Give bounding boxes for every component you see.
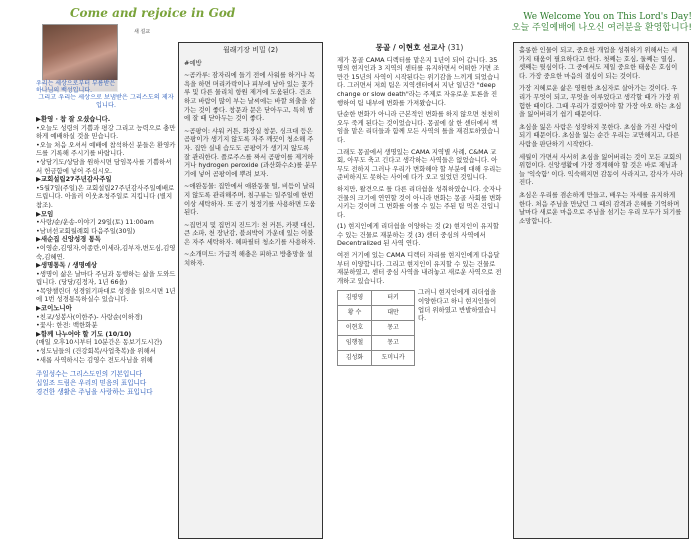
announcement-heading: ▶함께 나누어야 할 기도 (10/10) xyxy=(36,329,132,338)
photo-caption: 우리는 세상으로부터 부름받은 하나님의 백성입니다. xyxy=(36,80,120,94)
table-row xyxy=(338,306,415,321)
table-cell: 이현호 xyxy=(338,321,372,336)
article-paragraph: ~소개미드: 가급적 해충은 피하고 방충망을 설치하자. xyxy=(184,250,313,268)
article-paragraph: ~곰팡이: 샤워 커튼, 화장실 창문, 싱크대 등은 곰팡이가 생기지 않도록 자주 깨끗이 청소해 주자. 집안 실내 습도도 곰팡이가 생기지 않도록 잘 관리한다. 플로주스를 짜서 곰팡이를 제거하거나 hydrogen peroxide (과산화수소)를 분무기에 넣어 곰팡이에 뿌려 보자. xyxy=(184,126,317,178)
table-cell: 김성화 xyxy=(338,351,372,366)
welcome-english: We Welcome You on This Lord's Day! xyxy=(523,12,692,22)
devotional-box xyxy=(513,42,689,539)
letter-paragraph: (1) 현지인에게 리더쉽을 이양하는 것 (2) 현지인이 유지할 수 있는 건물로 재분하는 것 (3) 센터 중심의 사역에서 Decentralized 된 사역 연다. xyxy=(337,222,499,248)
letter-paragraph: 여전 거기에 있는 CAMA 디렉터 자리를 현지인에게 다음달부터 이양합니다. 그리고 현지인이 유지할 수 있는 건물로 재분하였고, 센터 중심 사역을 내려놓고 새로운 사역으로 전개하고 있습니다. xyxy=(337,251,502,285)
article-paragraph: ~곰카루: 잠자리에 들기 전에 사워를 하거나 목욕을 하면 머리카락이나 피부에 남아 있는 꽃가루 및 다른 물리치 항원 제거에 도움된다. 건조하고 바람이 많이 부는 날씨에는 바깥 외출을 삼가는 것이 좋다. 창문과 문은 닫아두고, 특히 밤에 잘 때 닫아두는 것이 좋다. xyxy=(184,71,316,123)
letter-title xyxy=(337,44,502,53)
pastor-photo-box xyxy=(36,22,171,92)
table-row xyxy=(338,321,415,336)
welcome-korean: 오늘 주일예배에 나오신 여러분을 환영합니다! xyxy=(511,23,692,33)
allergy-article-box xyxy=(178,42,323,539)
table-cell: 황 수 xyxy=(338,306,372,321)
devotional-paragraph: 초심을 잃은 사람은 성장하지 못한다. 초심을 가진 사람이 되기 때문이다. 초심을 잃는 순간 우리는 교만해지고, 다른 사람을 판단하기 시작한다. xyxy=(519,122,680,148)
article-paragraph: #예방 xyxy=(184,58,202,67)
announcement-text: (매일 오후10시부터 10분간은 동보기도시간) •성도님들의 (건강회복/사업축복)을 위해서 •새롭 사역하시는 김영수 전도사님을 위해 xyxy=(36,338,163,364)
devotional-paragraph: 홀롱한 인물이 되고, 중요한 개업을 성취하기 위해서는 세 가지 태움이 필요하다고 한다. 첫째는 호심, 둘째는 열심, 셋째는 뒷심이다. 그 중에서도 제일 중요한 태움은 호심이다. 가장 중요한 마음의 결심이 되는 것이다. xyxy=(519,46,678,80)
missionary-table xyxy=(337,290,415,366)
announcement-heading: ▶생명통독 / 생명예상 xyxy=(36,261,98,270)
letter-paragraph: 그래도 몽골에서 생명있는 CAMA 지역별 사례, C&MA 교회, 아무도 축고 긴다고 생각하는 사역들은 없었습니다. 아무도 전하지 그러나 우리가 변화해야 할 부분에 대해 우리는 준비하지도 못하는 사이에 다가 오고 있었던 것입니다. xyxy=(337,147,502,182)
table-cell: 터키 xyxy=(372,291,415,306)
announcement-heading: ▶모임 xyxy=(36,209,54,218)
motto-block: 주일성수는 그리스도인의 기본입니다 십일조 드림은 우리의 믿음의 표입니다 경건한 생활은 주님을 사랑하는 표입니다 xyxy=(36,370,153,397)
article-paragraph: ~애완동물: 집안에서 애완동물 털, 비듬이 날리지 않도록 관리해주며, 침구류는 일주일에 한번 이상 세탁하자. 또 공기 청정기를 사용하면 도움된다. xyxy=(184,182,316,217)
announcement-text: •이영순,김영자,이종란,이세라,김부자,변도심,김영숙,김혜연. xyxy=(36,243,176,261)
table-cell: 김평영 xyxy=(338,291,372,306)
missionary-letter xyxy=(337,44,502,366)
table-row xyxy=(338,336,415,351)
table-cell: 몽고 xyxy=(372,321,415,336)
photo-tag: 새 설교 xyxy=(134,29,151,35)
photo-caption-2: 그리고 우리는 세상으로 보냄받은 그리스도의 제자입니다. xyxy=(38,94,174,109)
announcements-column xyxy=(36,22,176,397)
devotional-paragraph: 초심은 우리를 겸손하게 만들고, 배우는 자세를 유지하게 한다. 처음 주님을 만났던 그 때의 감격과 은혜를 기억하며 날마다 새로운 마음으로 주님을 섬기는 우리 모두가 되기를 소망합니다. xyxy=(519,190,682,225)
missionary-table-wrap xyxy=(337,288,415,366)
announcement-text: •오늘 처음 오셔서 예배에 참석하신 분들은 환영카드를 기록해 주시기를 바랍니다. xyxy=(36,140,176,158)
table-cell: 대만 xyxy=(372,306,415,321)
letter-paragraph: 그러니 현지인에게 리더쉽을 이양한다고 하니 현지인들이 업더 위하였고 반발하였습니다. xyxy=(418,288,497,323)
article-paragraph: ~집먼지 및 집먼지 진드기: 천 커튼, 카펫 대신, 큰 소파, 천 장난감, 블쇠박이 가운데 있는 이불은 자주 세탁하자. 헤파필터 청소기를 사용하자. xyxy=(184,220,316,246)
announcement-heading: ▶코이노니아 xyxy=(36,304,72,313)
announcement-text: •오늘도 성령의 기쁨과 평강 그리고 능력으로 충만하게 예배하실 것을 믿습니다. xyxy=(36,123,176,141)
announcement-text: •생명이 삶은 날마다 주님과 동행하는 삶을 도와드립니다. (당당/김정자, 1년 66을) •목양챌린더 성경읽기파대로 성경을 읽으시면 1년에 1번 성경통독하실수 있습니다. xyxy=(36,269,176,304)
announcement-heading: ▶교회설립27주년감사주일 xyxy=(36,175,112,184)
letter-paragraph: 제가 몽골 CAMA 디렉터를 맡은지 1년이 되어 갑니다. 35명의 현지인과 3 지역의 센터를 유지하면서 어떠한 가면 조만간 15년의 사역이 시작된다는 위기감을 느끼게 되었습니다. 그러면서 저희 팀은 지역센터에서 지난 일년간 "deep change or slow death"라는 주제로 자유로운 토론을 진행하여 팀 내부에 변화를 가져왔습니다. xyxy=(337,55,500,107)
header-script-title: Come and rejoice in God xyxy=(70,6,236,20)
letter-paragraph: 단순한 변화가 아니라 근본적인 변화를 하지 않으면 천천히 오두 죽게 된다는 것이었습니다. 몽골에 살 한 센터에서 책임을 맡은 리더들과 함께 모든 사역의 틀을 재검토하였습니다. xyxy=(337,110,500,144)
announcement-heading: ▶환영 · 참 잘 오셨습니다. xyxy=(36,115,111,123)
table-cell: 몽고 xyxy=(372,336,415,351)
missionary-table-row xyxy=(337,288,502,366)
letter-title-number: (31) xyxy=(447,43,464,52)
announcement-text: •사랑/순/운송-이야기 29일(토) 11:00am •남녀선교회월례회 다음주일(30일) xyxy=(36,218,154,235)
table-row xyxy=(338,351,415,366)
table-cell: 임행철 xyxy=(338,336,372,351)
letter-paragraph: 하지만, 왈견으로 틀 다른 리더쉽을 성취하였습니다. 숫자나 건물의 크기에 연연할 것이 아니라 변화는 몽골 사회를 변화시키는 것이며 그 변화를 이룰 수 있는 주된 팀 먹은 건입니다. xyxy=(337,184,502,219)
article-title: 월래기장 비밀 (2) xyxy=(223,46,278,54)
devotional-paragraph: 세월이 가면서 사서히 초심을 잃어버리는 것이 모든 교회의 위험이다. 신앙생활에 가장 경계해야 할 것은 바로 재님과 늘 '익숙함' 이다. 익숙해지면 감동이 사라지고, 감사가 사라진다. xyxy=(519,152,683,187)
devotional-paragraph: 가장 지혜로운 삶은 영원한 초심자로 살아가는 것이다. 우리가 무엇이 되고, 무엇을 이루었다고 생각할 때가 가장 위험한 때이다. 그때 우리가 걸렸어야 할 가장 아오 하는 초심을 잃어버리기 쉽기 때문이다. xyxy=(519,84,682,119)
table-row xyxy=(338,291,415,306)
announcement-text: •친교/성봉사(이한주)- 사랑순(이하경) •꽃사: 한전: 백한화분 xyxy=(36,312,143,330)
announcement-list xyxy=(36,115,176,364)
announcement-text: •상담기도/상담을 원하시면 담임목사를 기쁨하셔서 헌금함에 넣어 주십시오. xyxy=(36,157,172,175)
letter-title-text: 몽골 / 이현호 선교사 xyxy=(375,43,446,52)
announcement-heading: ▶새순집 신앙성경 통독 xyxy=(36,235,101,244)
welcome-block xyxy=(512,12,692,34)
announcement-text: •5월7일(주일)은 교회설립27주년감사주일예배로 드립니다. 아울러 이웃초청주일로 지킵니다 (별지참조). xyxy=(36,183,175,209)
table-cell: 도미니카 xyxy=(372,351,415,366)
